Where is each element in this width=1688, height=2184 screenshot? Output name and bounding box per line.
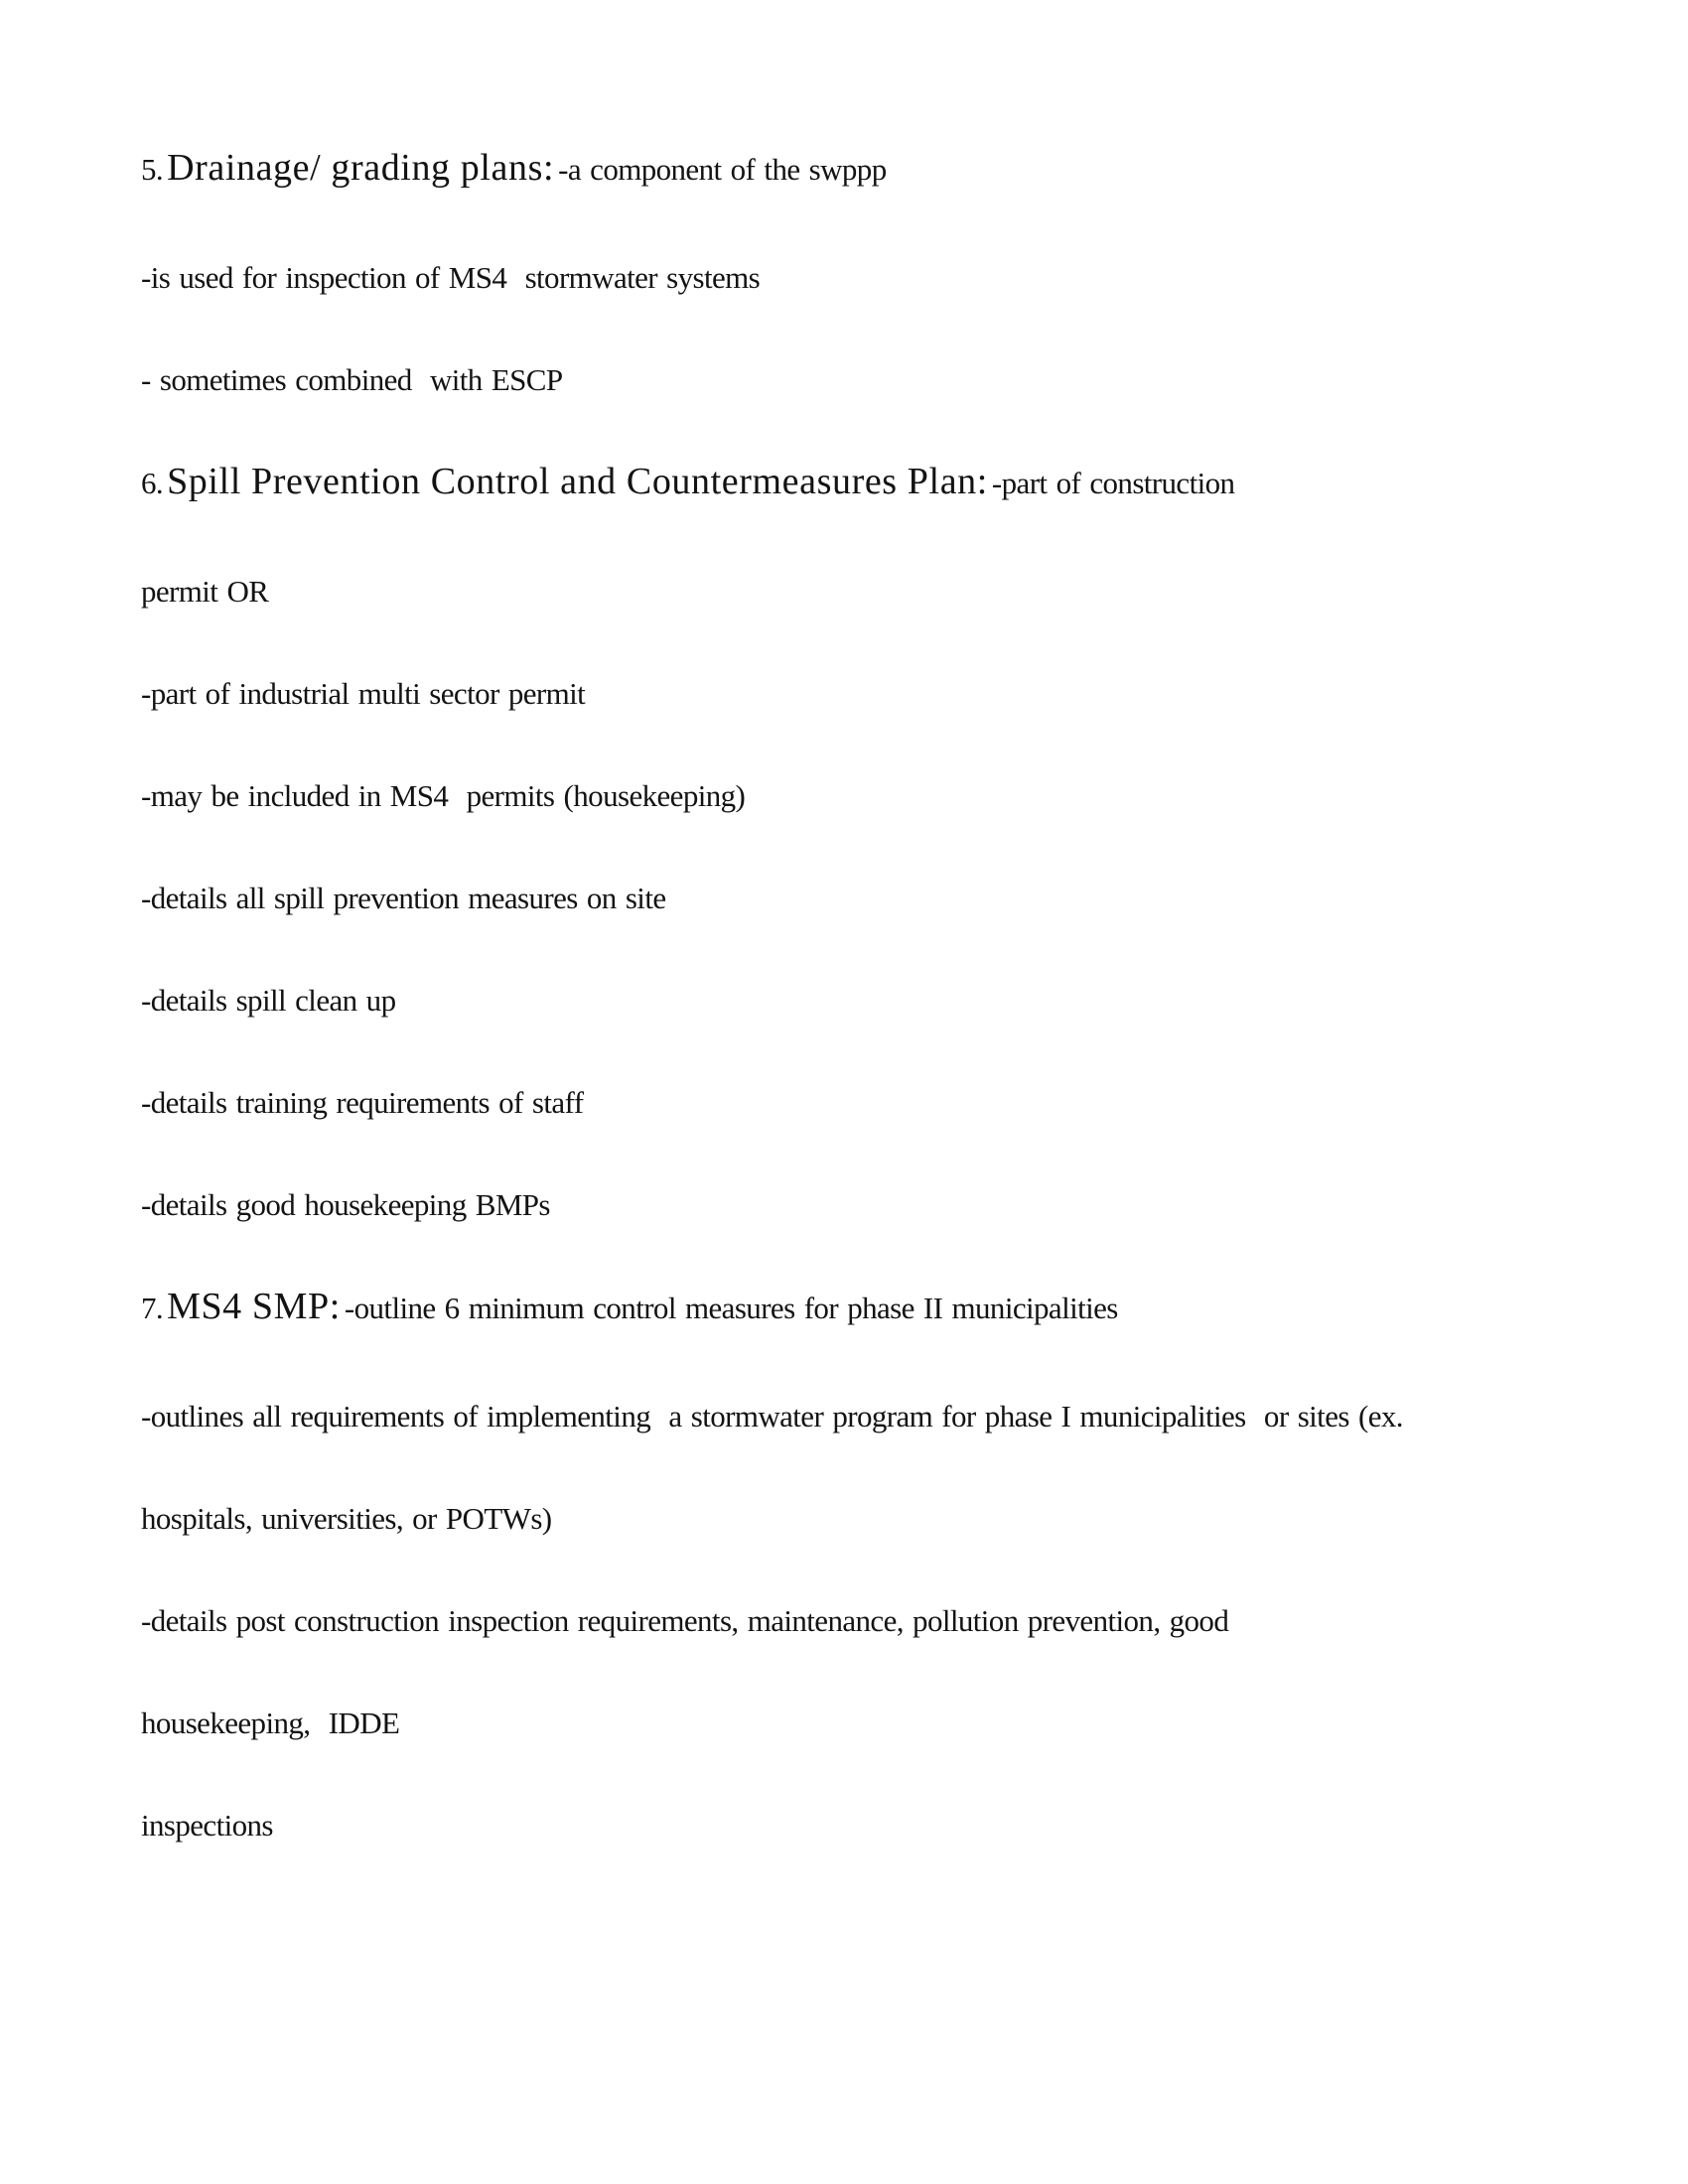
section-number: 5. [141,152,164,187]
note-line: -may be included in MS4 permits (housekeeping) [141,778,746,813]
section-title: Spill Prevention Control and Countermeasures Plan: [167,461,988,502]
note-line: -details good housekeeping BMPs [141,1187,550,1222]
note-line: -details spill clean up [141,983,396,1018]
section-title: Drainage/ grading plans: [167,147,555,189]
heading-run-text: -a component of the swppp [558,152,887,187]
section-heading-7 [141,1256,1559,1365]
section-heading-5 [141,117,1559,226]
note-line: permit OR [141,574,269,609]
heading-run-text: -part of construction [991,466,1235,500]
note-line: -details all spill prevention measures on site [141,881,666,915]
note-line: housekeeping, IDDE [141,1706,400,1740]
section-title: MS4 SMP: [167,1286,341,1327]
note-line: -is used for inspection of MS4 stormwater systems [141,260,761,295]
document-content [141,117,1559,1876]
note-line: - sometimes combined with ESCP [141,362,563,397]
section-number: 6. [141,466,164,500]
note-line: -outlines all requirements of implementing a stormwater program for phase I municipalities or sites (ex. [141,1399,1403,1433]
note-line: hospitals, universities, or POTWs) [141,1501,552,1536]
note-line: inspections [141,1808,273,1843]
heading-run-text: -outline 6 minimum control measures for phase II municipalities [344,1291,1118,1325]
note-line: -part of industrial multi sector permit [141,676,586,711]
note-line: -details post construction inspection requirements, maintenance, pollution prevention, good [141,1603,1229,1638]
section-number: 7. [141,1291,164,1325]
note-line: -details training requirements of staff [141,1085,584,1120]
section-heading-6 [141,431,1559,540]
